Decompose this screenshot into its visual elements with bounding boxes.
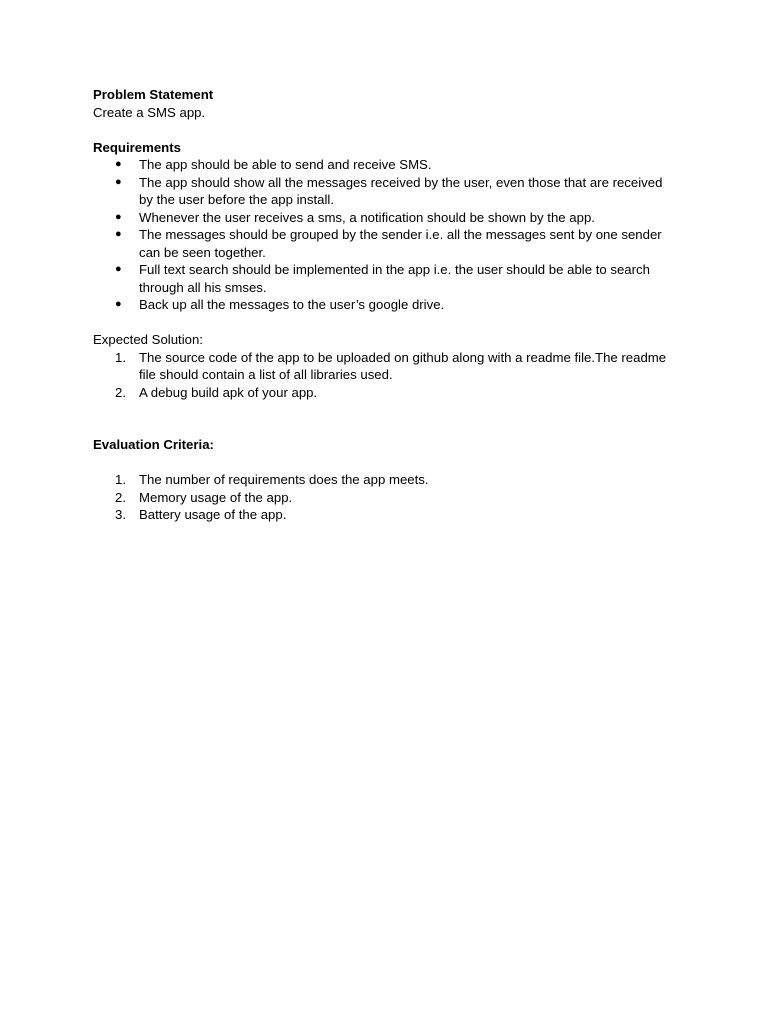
evaluation-criteria-list [93,471,673,524]
list-item-text: The app should show all the messages received by the user, even those that are received by the user before the app install. [139,174,663,207]
list-item [93,489,673,507]
list-item [93,209,673,227]
document-page [93,86,673,524]
list-item-text: Memory usage of the app. [139,489,293,505]
list-item-text: Back up all the messages to the user’s google drive. [139,297,445,312]
requirements-heading: Requirements [93,139,181,155]
list-item [93,174,673,209]
list-item [93,349,673,384]
list-item-text: A debug build apk of your app. [139,384,318,400]
list-item [93,156,673,174]
evaluation-criteria-heading: Evaluation Criteria: [93,437,214,452]
list-item-text: The source code of the app to be uploaded on github along with a readme file.The readme file should contain a list of all libraries used. [139,349,667,382]
list-item-text: Full text search should be implemented in the app i.e. the user should be able to search through all his smses. [139,262,650,295]
list-item [93,296,673,314]
list-item [93,471,673,489]
list-item-text: Battery usage of the app. [139,507,287,522]
list-number: 1. [115,472,126,487]
problem-statement-heading: Problem Statement [93,87,214,102]
list-item-text: The number of requirements does the app meets. [139,472,429,487]
expected-solution-list [93,349,673,402]
bullet-icon: ● [115,158,122,170]
list-item-text: The messages should be grouped by the sender i.e. all the messages sent by one sender can be seen together. [139,227,662,260]
bullet-icon: ● [115,298,122,310]
list-number: 2. [115,489,126,505]
bullet-icon: ● [115,210,122,223]
spacer [93,401,673,436]
list-item-text: Whenever the user receives a sms, a notification should be shown by the app. [139,209,595,225]
list-item [93,506,673,524]
requirements-list [93,156,673,314]
list-item-text: The app should be able to send and receive SMS. [139,157,432,172]
bullet-icon: ● [115,263,122,275]
problem-statement-text: Create a SMS app. [93,104,206,120]
list-number: 2. [115,384,126,400]
bullet-icon: ● [115,175,122,188]
list-item [93,226,673,261]
list-item [93,261,673,296]
list-number: 1. [115,349,126,365]
spacer [93,314,673,332]
list-number: 3. [115,507,126,522]
list-item [93,384,673,402]
spacer [93,121,673,139]
bullet-icon: ● [115,228,122,240]
expected-solution-heading: Expected Solution: [93,332,203,347]
spacer [93,454,673,472]
